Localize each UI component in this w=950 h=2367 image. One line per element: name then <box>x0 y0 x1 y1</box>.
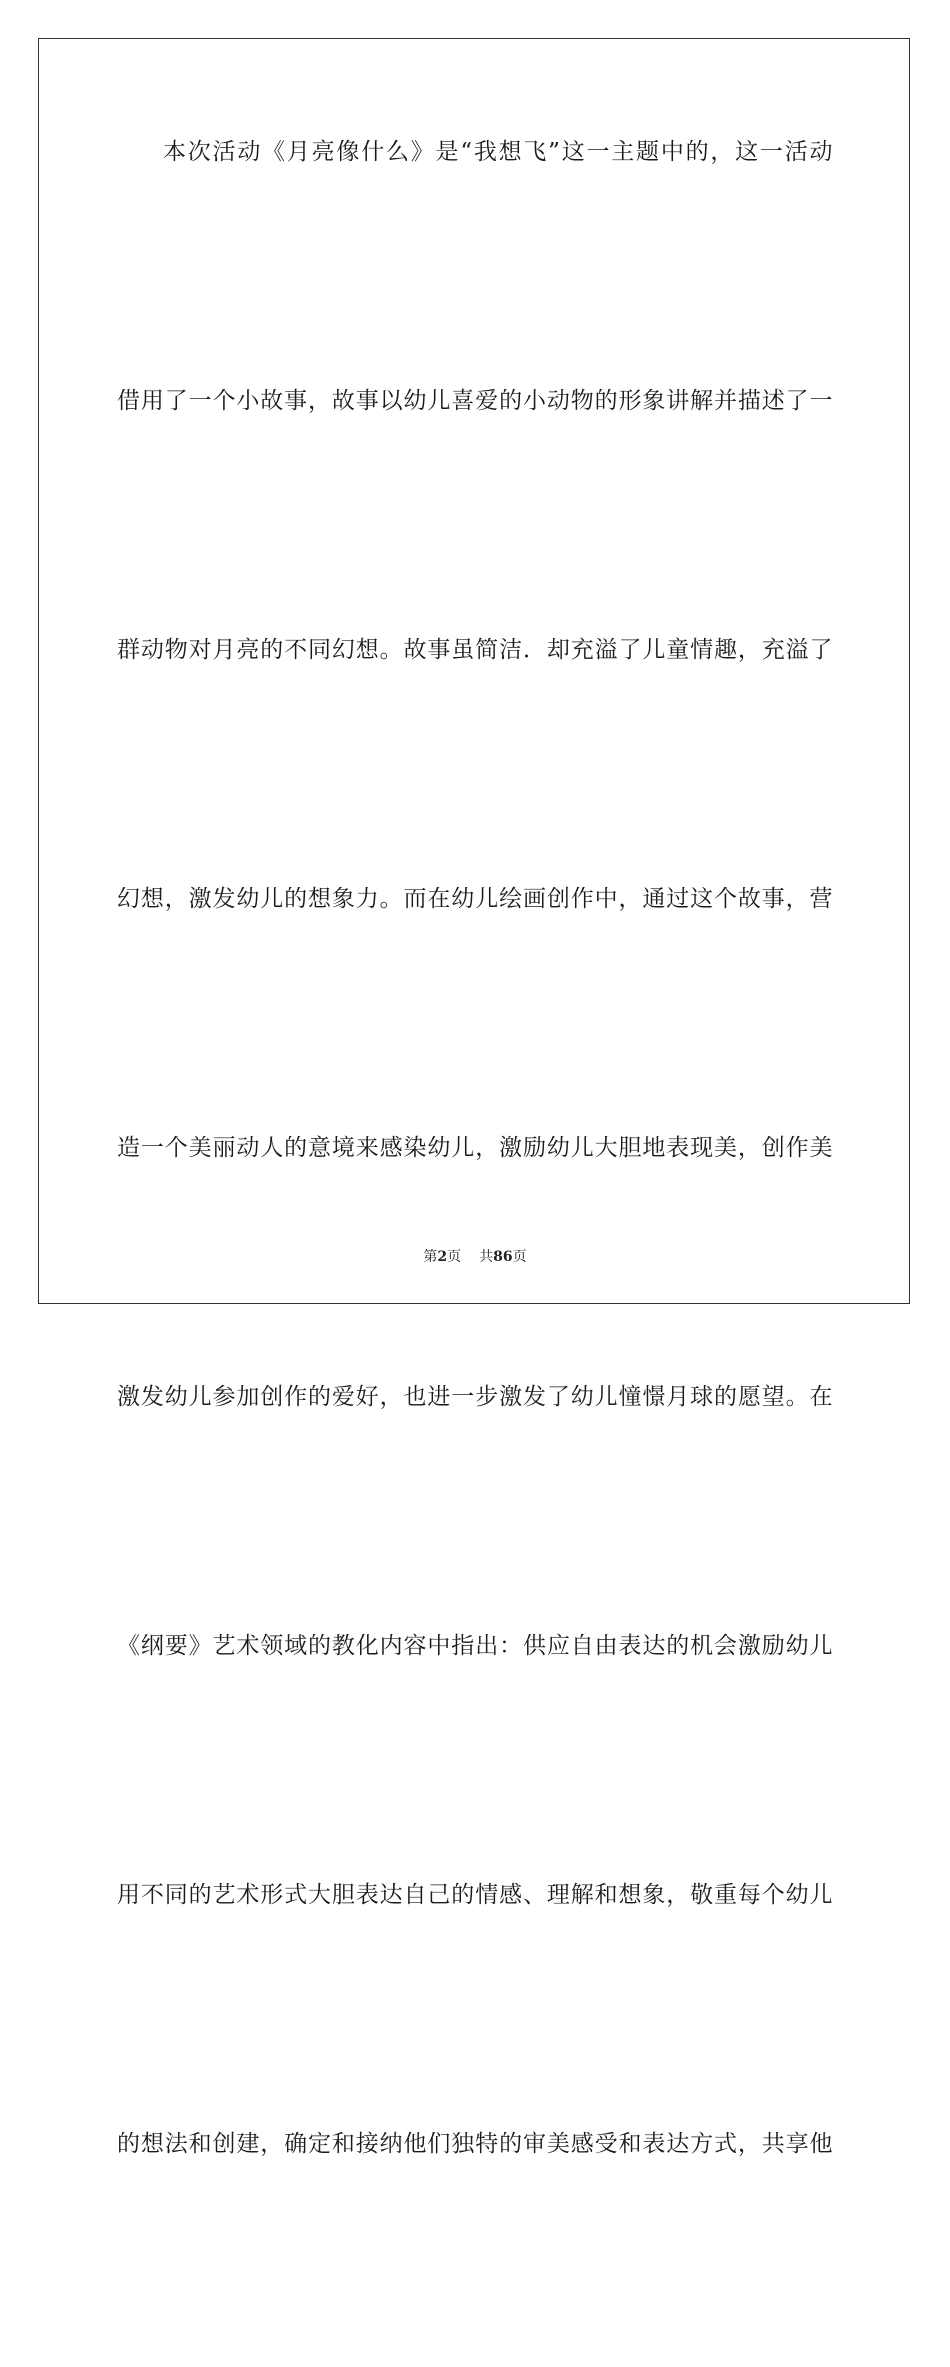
paragraph-line: 群动物对月亮的不同幻想。故事虽简洁．却充溢了儿童情趣，充溢了 <box>117 637 833 663</box>
total-suffix: 页 <box>512 1249 527 1265</box>
page-prefix: 第 <box>423 1249 438 1265</box>
paragraph-line: 本次活动《月亮像什么》是“我想飞”这一主题中的，这一活动 <box>163 139 833 165</box>
paragraph-line: 用不同的艺术形式大胆表达自己的情感、理解和想象，敬重每个幼儿 <box>117 1882 833 1908</box>
total-pages: 86 <box>493 1249 513 1265</box>
paragraph-line: 的想法和创建，确定和接纳他们独特的审美感受和表达方式，共享他 <box>117 2131 833 2157</box>
paragraph-line: 借用了一个小故事，故事以幼儿喜爱的小动物的形象讲解并描述了一 <box>117 388 833 414</box>
paragraph-line: 幻想，激发幼儿的想象力。而在幼儿绘画创作中，通过这个故事，营 <box>117 886 833 912</box>
page-footer <box>0 1247 950 1267</box>
paragraph-line: 《纲要》艺术领域的教化内容中指出：供应自由表达的机会激励幼儿 <box>117 1633 833 1659</box>
total-prefix: 共 <box>479 1249 494 1265</box>
current-page-number: 2 <box>437 1249 448 1265</box>
page-suffix: 页 <box>447 1249 462 1265</box>
paragraph-line: 造一个美丽动人的意境来感染幼儿，激励幼儿大胆地表现美，创作美 <box>117 1135 833 1161</box>
paragraph-line: 激发幼儿参加创作的爱好，也进一步激发了幼儿憧憬月球的愿望。在 <box>117 1384 833 1410</box>
